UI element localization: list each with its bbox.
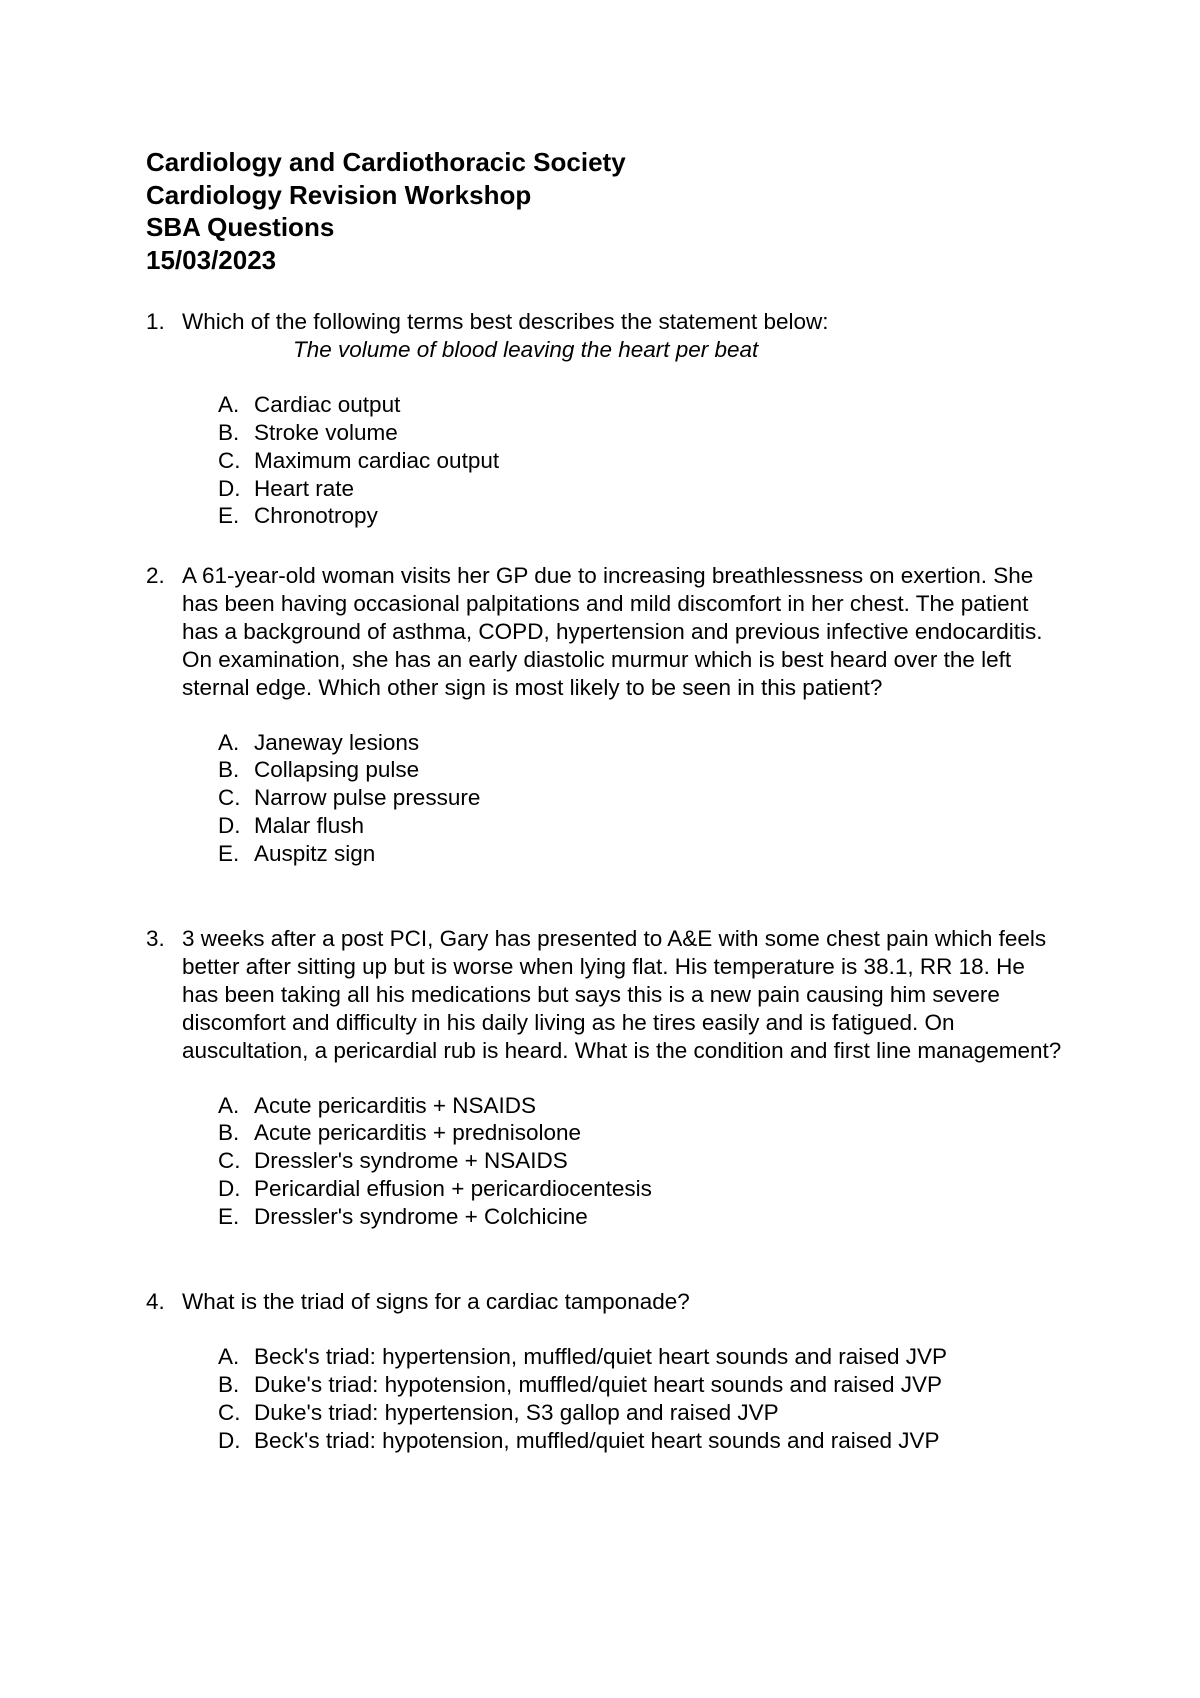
option-text: Dressler's syndrome + Colchicine: [254, 1204, 588, 1230]
option-letter: D.: [218, 475, 241, 501]
option-letter: B.: [218, 1120, 240, 1146]
question-text: A 61-year-old woman visits her GP due to increasing breathlessness on exertion. She has been having occasional palpitations and mild discomfort in her chest. The patient has a background of asthma, COPD, hypertension and previous infective endocarditis. On examination, she has an early diastolic murmur which is best heard over the left sternal edge. Which other sign is most likely to be seen in this patient?: [182, 563, 1043, 700]
option-d: [146, 1427, 1066, 1455]
question-3: [146, 925, 1066, 1231]
question-number: 4.: [146, 1289, 165, 1314]
question-text: What is the triad of signs for a cardiac tamponade?: [182, 1289, 690, 1314]
option-text: Dressler's syndrome + NSAIDS: [254, 1148, 568, 1174]
society-title: Cardiology and Cardiothoracic Society: [146, 147, 626, 177]
option-text: Acute pericarditis + prednisolone: [254, 1120, 582, 1146]
question-1: [146, 308, 1066, 530]
question-number: 2.: [146, 563, 165, 588]
option-letter: E.: [218, 1204, 240, 1230]
option-a: [146, 729, 1066, 757]
option-letter: C.: [218, 447, 241, 473]
option-c: [146, 1399, 1066, 1427]
answer-options: [146, 729, 1066, 869]
option-letter: E.: [218, 841, 240, 867]
option-text: Pericardial effusion + pericardiocentesis: [254, 1176, 652, 1202]
option-text: Cardiac output: [254, 391, 401, 417]
option-text: Stroke volume: [254, 419, 398, 445]
document-subtitle: SBA Questions: [146, 212, 335, 242]
option-b: [146, 419, 1066, 447]
option-e: [146, 1203, 1066, 1231]
option-c: [146, 784, 1066, 812]
option-text: Beck's triad: hypertension, muffled/quiet heart sounds and raised JVP: [254, 1343, 948, 1369]
workshop-title: Cardiology Revision Workshop: [146, 179, 532, 210]
option-b: [146, 1119, 1066, 1147]
option-letter: B.: [218, 1371, 240, 1397]
option-text: Heart rate: [254, 475, 355, 501]
option-b: [146, 756, 1066, 784]
option-d: [146, 1175, 1066, 1203]
option-e: [146, 840, 1066, 868]
option-c: [146, 447, 1066, 475]
question-4: [146, 1288, 1066, 1455]
option-d: [146, 812, 1066, 840]
option-letter: B.: [218, 757, 240, 783]
option-letter: A.: [218, 1343, 240, 1369]
option-letter: A.: [218, 1092, 240, 1118]
option-text: Auspitz sign: [254, 841, 376, 867]
option-text: Malar flush: [254, 813, 365, 839]
option-d: [146, 475, 1066, 503]
option-a: [146, 1092, 1066, 1120]
option-text: Duke's triad: hypertension, S3 gallop and raised JVP: [254, 1399, 779, 1425]
option-text: Duke's triad: hypotension, muffled/quiet heart sounds and raised JVP: [254, 1371, 943, 1397]
question-number: 1.: [146, 309, 165, 334]
answer-options: [146, 391, 1066, 531]
option-text: Acute pericarditis + NSAIDS: [254, 1092, 536, 1118]
option-letter: D.: [218, 1427, 241, 1453]
option-text: Janeway lesions: [254, 729, 420, 755]
option-text: Collapsing pulse: [254, 757, 420, 783]
option-letter: C.: [218, 1148, 241, 1174]
option-c: [146, 1147, 1066, 1175]
answer-options: [146, 1092, 1066, 1232]
option-letter: B.: [218, 419, 240, 445]
option-a: [146, 1343, 1066, 1371]
option-a: [146, 391, 1066, 419]
document-header: [146, 146, 626, 276]
option-letter: A.: [218, 729, 240, 755]
question-text: 3 weeks after a post PCI, Gary has presented to A&E with some chest pain which feels better after sitting up but is worse when lying flat. His temperature is 38.1, RR 18. He has been taking all his medications but says this is a new pain causing him severe discomfort and difficulty in his daily living as he tires easily and is fatigued. On auscultation, a pericardial rub is heard. What is the condition and first line management?: [182, 926, 1062, 1063]
option-letter: C.: [218, 785, 241, 811]
option-text: Narrow pulse pressure: [254, 785, 481, 811]
question-statement: The volume of blood leaving the heart per beat: [293, 336, 759, 362]
option-letter: D.: [218, 1176, 241, 1202]
option-letter: D.: [218, 813, 241, 839]
option-letter: E.: [218, 503, 240, 529]
option-letter: A.: [218, 391, 240, 417]
question-2: [146, 562, 1066, 868]
option-e: [146, 502, 1066, 530]
option-text: Beck's triad: hypotension, muffled/quiet heart sounds and raised JVP: [254, 1427, 940, 1453]
question-text: Which of the following terms best describes the statement below:: [182, 309, 829, 334]
option-text: Maximum cardiac output: [254, 447, 500, 473]
answer-options: [146, 1343, 1066, 1455]
question-number: 3.: [146, 926, 165, 951]
option-letter: C.: [218, 1399, 241, 1425]
document-date: 15/03/2023: [146, 244, 277, 275]
option-text: Chronotropy: [254, 503, 378, 529]
option-b: [146, 1371, 1066, 1399]
